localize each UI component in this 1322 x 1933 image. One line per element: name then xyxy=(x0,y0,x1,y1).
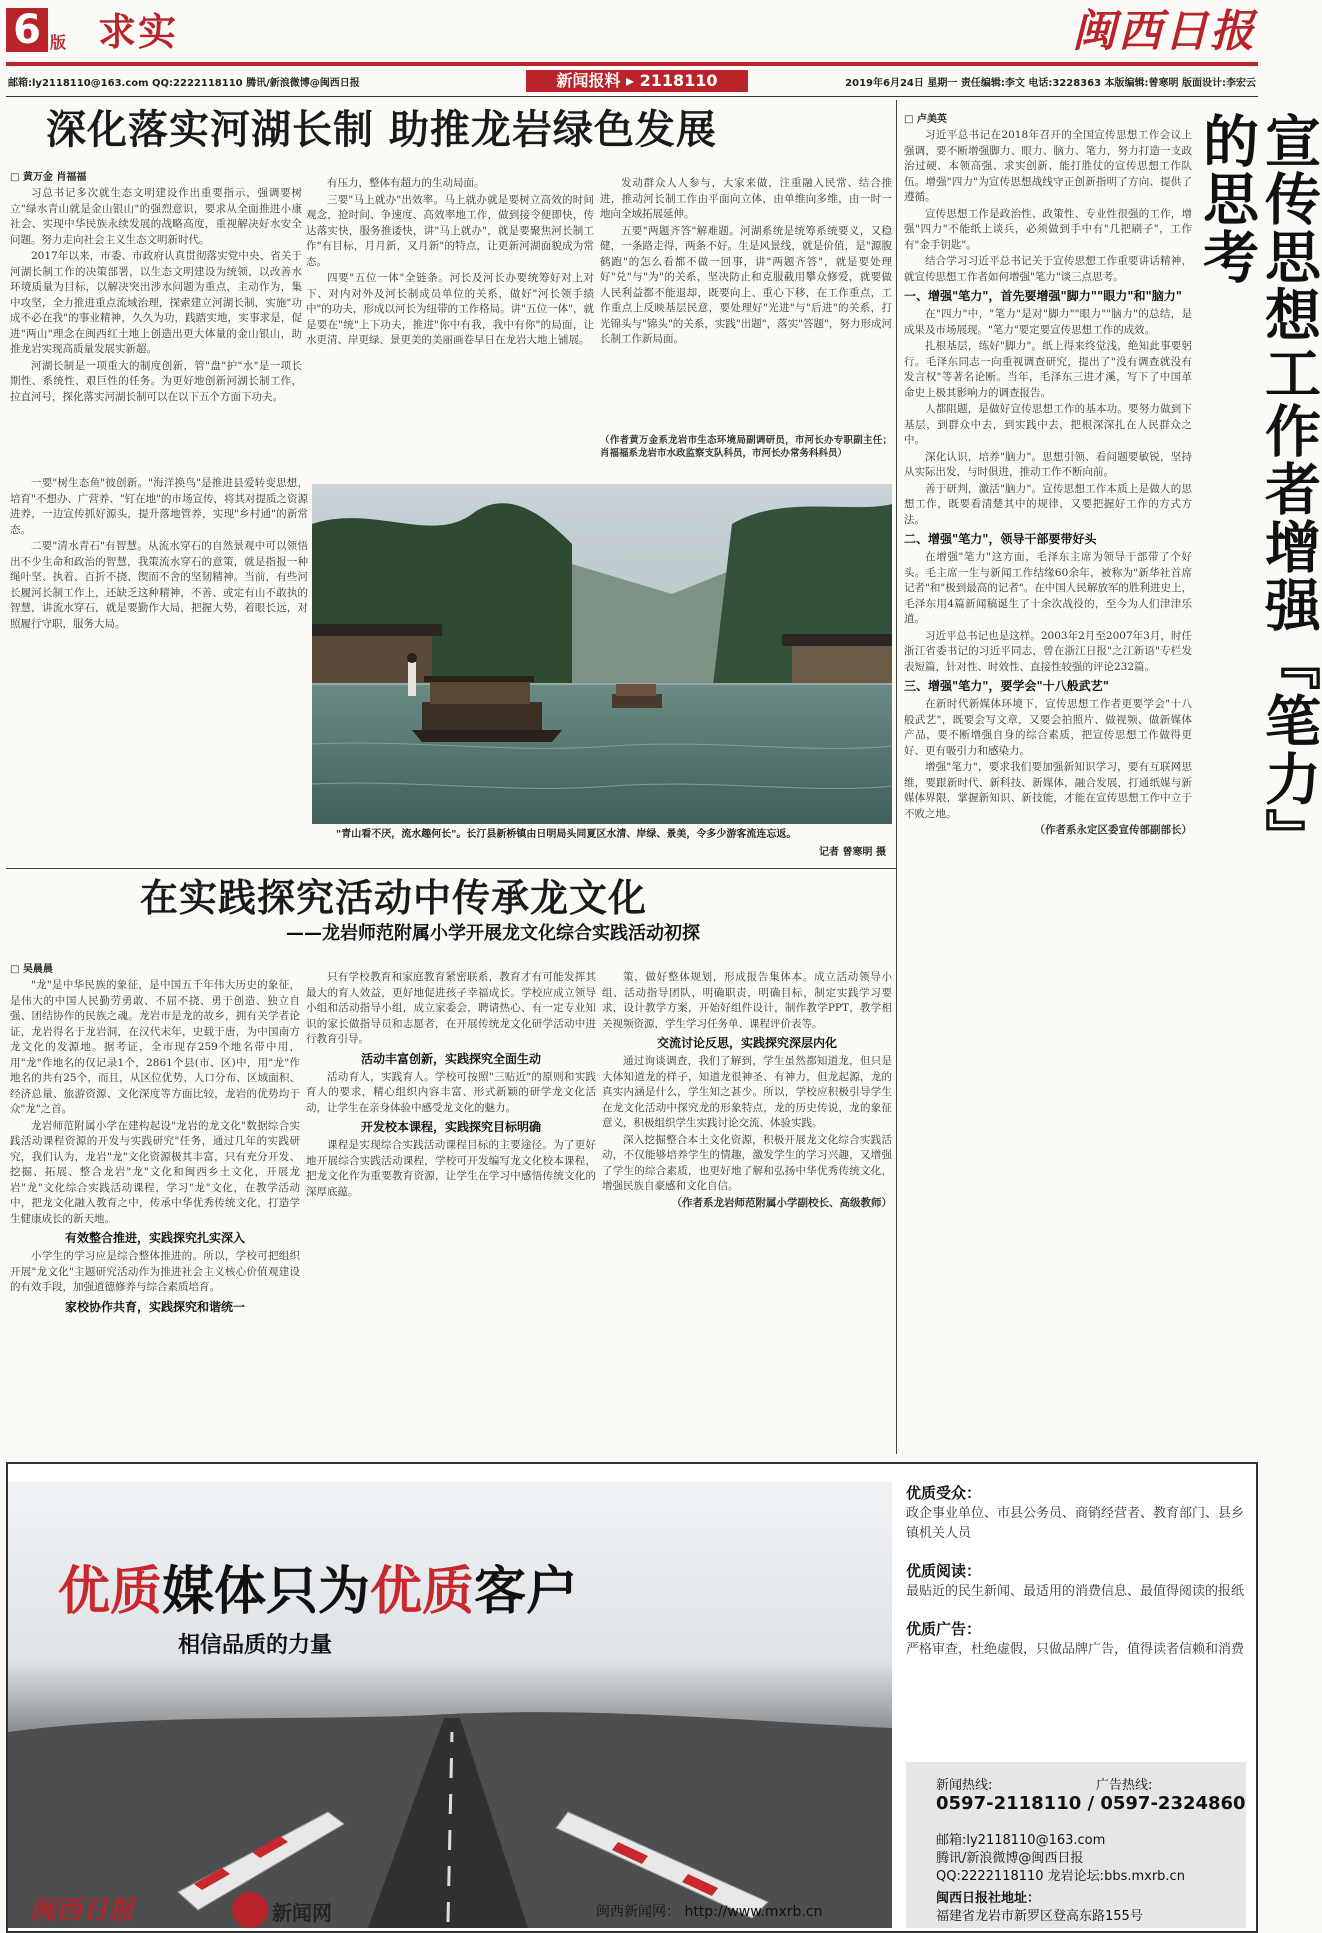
photo-credit: 记者 曾寒明 摄 xyxy=(819,847,886,858)
paragraph: 在增强"笔力"这方面，毛泽东主席为领导干部带了个好头。毛主席一生与新闻工作结缘60余年，被称为"新华社首席记者"和"极到最高的记者"。在中国人民解放军的胜利进史上，毛泽东用4篇新闻稿诞生了十余次战役的，至今为人们津津乐道。 xyxy=(904,551,1192,625)
page-number-badge: 6 xyxy=(6,8,48,52)
paragraph: 课程是实现综合实践活动课程目标的主要途径。为了更好地开展综合实践活动课程，学校可开发编写龙文化校本课程，把龙文化作为重要教育资源，让学生在学习中感悟传统文化的深厚底蕴。 xyxy=(306,1139,596,1198)
paragraph: 结合学习习近平总书记关于宣传思想工作重要讲话精神，就宣传思想工作者如何增强"笔力"谈三点思考。 xyxy=(904,255,1192,283)
paragraph: 策，做好整体规划，形成报告集体本。成立活动领导小组、活动指导团队，明确职责，明确目标，制定实践学习要求，设计教学方案，开始好组件设计，制作教学PPT，教学相关视频资源，学生学习任务单、课程评价表等。 xyxy=(602,971,892,1030)
article2-headline: 在实践探究活动中传承龙文化 xyxy=(140,875,648,920)
ad-heading-audience: 优质受众： xyxy=(906,1484,982,1502)
section-title: 求实 xyxy=(98,10,179,54)
paragraph: 人都阻题，是做好宣传思想工作的基本功。要努力做到下基层，到群众中去，到实践中去，把根深深扎在人民群众之中。 xyxy=(904,403,1192,446)
paragraph: 2017年以来，市委、市政府认真贯彻落实党中央、省关于河湖长制工作的决策部署，以生态文明建设为统领，以改善水环境质量为目标，以解决突出涉水问题为重点，主动作为，集中攻坚，全力推进重点流域治理，探索建立河湖长制，实施"功成不必在我"的事业精神，久久为功，践踏实地，实事求是，促进"两山"理念在闽西红土地上创造出更大体量的金山银山，助推龙岩实现高质量发展实新超。 xyxy=(10,250,302,355)
ad-tagline: 相信品质的力量 xyxy=(178,1633,333,1658)
ad-contact-panel xyxy=(906,1762,1246,1928)
paragraph: 三要"马上就办"出效率。马上就办就是要树立高效的时间观念，抢时间、争速度、高效率地工作，做到接令便即快，传达落实快，服务推诿快，讲"马上就办"，就是要聚焦河长制工作"有目标，月月新，又月新"的特点，让更新河湖面貌成为常态。 xyxy=(306,193,594,268)
paragraph: 小学生的学习应是综合整体推进的。所以，学校可把组织开展"龙文化"主题研究活动作为推进社会主义核心价值观建设的有效手段，加强道德修养与综合素质培育。 xyxy=(10,1250,300,1293)
ad-hotline-label: 广告热线: xyxy=(1096,1778,1153,1793)
ad-text-audience: 政企事业单位、市县公务员、商销经营者、教育部门、县乡镇机关人员 xyxy=(906,1506,1245,1541)
ad-heading-ads: 优质广告： xyxy=(906,1620,982,1638)
ad-heading-reading: 优质阅读： xyxy=(906,1562,982,1580)
article2-subtitle: ——龙岩师范附属小学开展龙文化综合实践活动初探 xyxy=(286,923,700,944)
address-label: 闽西日报社地址： xyxy=(936,1891,1041,1906)
article2-column-2 xyxy=(306,970,596,1454)
paragraph: 龙岩师范附属小学在建构起设"龙岩的龙文化"数据综合实践活动课程资源的开发与实践研究"任务，通过几年的实践研究，我们认为，龙岩"龙"文化资源极其丰富，只有充分开发、挖掘、拓展、整合龙岩"龙"文化和闽西乡土文化，开展龙岩"龙"文化综合实践活动课程，学习"龙"文化，在教学活动中，把龙文化融入教育之中，传承中华优秀传统文化，打造学生健康成长的新天地。 xyxy=(10,1119,300,1225)
article1-headline: 深化落实河湖长制 助推龙岩绿色发展 xyxy=(46,106,717,153)
article-divider xyxy=(6,868,896,869)
paragraph: 一要"树生态鱼"彼创新。"海洋换鸟"是推进县爱转变思想，培育"不想办、广营养、"钉在地"的市场宣传，将其对提质之资源进养，一边宣传抓好源头，提升落地管养，实现"乡村通"的新常态。 xyxy=(10,477,308,536)
article1-photo xyxy=(312,484,892,824)
paragraph: 只有学校教育和家庭教育紧密联系，教育才有可能发挥其最大的育人效益，更好地促进孩子幸福成长。学校应成立领导小组和活动指导小组，成立家委会，聘请热心、有一定专业知识的家长做指导员和志愿者，在开展传统龙文化研学活动中进行教育引导。 xyxy=(306,971,596,1045)
paragraph: 河湖长制是一项重大的制度创新，管"盘"护"水"是一项长期性、系统性、艰巨性的任务。为更好地创新河湖长制工作，拉直河号，探化落实河湖长制可以在以下五个方面下功夫。 xyxy=(10,359,302,403)
article3-author-note: （作者系永定区委宣传部副部长） xyxy=(1034,824,1192,836)
paragraph: 在"四力"中，"笔力"是对"脚力""眼力""脑力"的总结，是成果及市场展现。"笔力"要定要宣传思想工作的成效。 xyxy=(904,308,1192,336)
article3-body xyxy=(904,128,1192,1458)
page-ban-label: 版 xyxy=(50,33,67,52)
article3-byline: □ 卢美英 xyxy=(904,114,947,125)
paragraph: 四要"五位一体"全链条。河长及河长办要统筹好对上对下、对内对外及河长制成员单位的关系，做好"河长领手绩中"的功夫，形成以河长为纽带的工作格局。讲"五位一体"，就是要在"统"上下功夫，推进"你中有我，我中有你"的局面，让水更清、岸更绿、景更美的美丽画卷早日在龙岩大地上铺展。 xyxy=(306,272,594,346)
paragraph: 增强"笔力"，要求我们要加强新知识学习，要有互联网思维，要跟新时代、新科技、新媒体，融合发展，打通纸媒与新媒体界限，掌握新知识、新技能，才能在宣传思想工作中立于不败之地。 xyxy=(904,761,1192,820)
ad-info-panel xyxy=(906,1482,1246,1660)
ad-banner xyxy=(8,1482,892,1928)
article2-subheading-1: 有效整合推进，实践探究扎实深入 xyxy=(64,1231,245,1245)
photo-caption: "青山看不厌，流水趣何长"。长汀县新桥镇由日明局头同夏区水清、岸绿、景美，令多少游客流连忘返。 xyxy=(336,829,797,840)
paragraph: 发动群众人人参与，大家来做，注重融入民常、结合推进，推动河长制工作由平面向立体，由单维向多维，由一时一地向全域拓展延伸。 xyxy=(600,177,892,220)
article2-subheading-4: 开发校本课程，实践探究目标明确 xyxy=(360,1120,541,1134)
news-hotline-badge: 新闻报料 ▸ 2118110 xyxy=(526,70,748,92)
column-divider xyxy=(896,100,897,1454)
footer-news-network: 新闻网 xyxy=(272,1901,332,1925)
article2-column-1 xyxy=(10,978,300,1454)
paragraph: 活动育人，实践育人。学校可按照"三贴近"的原则和实践育人的要求，精心组织内容丰富、形式新颖的研学龙文化活动，让学生在亲身体验中感受龙文化的魅力。 xyxy=(306,1070,596,1114)
article1-column-2 xyxy=(306,176,594,476)
article3-subheading-3: 三、增强"笔力"，要学会"十八般武艺" xyxy=(904,679,1110,693)
header-contact-info: 邮箱:ly2118110@163.com QQ:2222118110 腾讯/新浪微博@闽西日报 xyxy=(8,78,360,89)
paragraph: 有压力，整体有超力的生动局面。 xyxy=(327,177,485,189)
paragraph: 二要"清水青石"有智慧。从流水穿石的自然景观中可以领悟出不少生命和政治的智慧，我策流水穿石的意策，就是指报一种绳叶坚、执着、百折不挠、锲而不舍的坚韧精神。当前，有些河长履河长制工作上，还缺乏这种精神，不善、或定有山不敢执的智慧，讲流水穿石，就是要勤作大局，把握大势，着眼长远，对照履行守职，服务大局。 xyxy=(10,540,308,630)
paragraph: 善于研判，激活"脑力"。宣传思想工作本质上是做人的思想工作，既要看清楚其中的规律，又要把握好工作的方式方法。 xyxy=(904,482,1192,526)
paragraph: 习近平总书记在2018年召开的全国宣传思想工作会议上强调，要不断增强脚力、眼力、脑力、笔力，努力打造一支政治过硬、本领高强、求实创新、能打胜仗的宣传思想工作队伍。增强"四力"为宣传思想战线守正创新指明了方向、提供了遵循。 xyxy=(904,129,1192,203)
paragraph: 习近平总书记也是这样。2003年2月至2007年3月，时任浙江省委书记的习近平同志，曾在浙江日报"之江新语"专栏发表短篇，针对性、时效性、直接性较强的评论232篇。 xyxy=(904,629,1192,673)
paragraph: 深化认识，培养"脑力"。思想引领、看问题要敏锐，坚持从实际出发，与时俱进，推动工作不断向前。 xyxy=(904,450,1192,478)
contact-weibo: 腾讯/新浪微博@闽西日报 xyxy=(936,1851,1084,1866)
article3-subheading-2: 二、增强"笔力"，领导干部要带好头 xyxy=(904,532,1097,546)
article2-subheading-3: 活动丰富创新，实践探究全面生动 xyxy=(360,1051,541,1066)
ad-slogan: 优质媒体只为优质客户 xyxy=(58,1562,579,1622)
header-rule xyxy=(6,62,1258,66)
article2-byline: □ 吴晨晨 xyxy=(10,964,53,975)
footer-newspaper-logo: 闽西日报 xyxy=(30,1896,135,1926)
article1-byline: □ 黄万金 肖福福 xyxy=(10,172,87,183)
contact-email: 邮箱:ly2118110@163.com xyxy=(936,1833,1106,1848)
article1-author-note: （作者黄万金系龙岩市生态环境局副调研员，市河长办专职副主任；肖福福系龙岩市水政监察支队科员，市河长办常务科科员） xyxy=(600,435,892,459)
article1-column-1 xyxy=(10,186,302,476)
footer-website-url[interactable]: 闽西新闻网： http://www.mxrb.cn xyxy=(596,1904,823,1920)
article2-author-note: （作者系龙岩师范附属小学副校长、高级教师） xyxy=(671,1196,892,1209)
paragraph: 通过询谈调查，我们了解到，学生虽然都知道龙，但只是大体知道龙的样子，知道龙很神圣、有神力，但龙起源，龙的真实内涵是什么，学生知之甚少。所以，学校应积极引导学生在龙文化活动中探究龙的形象特点，龙的历史传说，龙的象征意义，积极组织学生实践讨论交流、体验实践。 xyxy=(602,1055,892,1129)
paragraph: 五要"两题齐答"解难题。河湖系统是统筹系统要义，又稳健，一条路走得，两条不好。生是风景线，就是价值，是"源腹鹤跑"的怎么看都不做一回事，讲"两题齐答"，就是要处理好"兑"与"为"的关系，坚决防止和克服截用攀众修爱，就要做人民利益都不能退却，既要向上、重心下移，在工作重点，工作重点上反映基层民意，要处理好"光进"与"后进"的关系，打光锦头与"锦头"的关系，实践"出题"，落实"答题"，努力形成河长制工作新局面。 xyxy=(600,224,892,345)
article2-subheading-5: 交流讨论反思，实践探究深层内化 xyxy=(656,1036,837,1050)
paragraph: "龙"是中华民族的象征，是中国五千年伟大历史的象征，是伟大的中国人民勤劳勇敢、不屈不挠、勇于创造、独立自强、团结协作的民族之魂。龙岩市是龙的故乡，拥有关学者论证，龙岩得名于龙岩洞，在汉代末年，史载于唐，为中国南方龙文化的发源地。据考证，全市现存259个地名带中用，用"龙"作地名的仅记录1个，2861个县(市、区)中，用"龙"作地名的共有25个，而且，从区位优势、人口分布、区域面积、经济总量、旅游资源、文化深度等方面比较，龙岩的优势均于众"龙"之首。 xyxy=(10,979,300,1115)
news-hotline-label: 新闻热线: xyxy=(936,1778,993,1793)
article2-column-3 xyxy=(602,970,892,1454)
paragraph: 宣传思想工作是政治性、政策性、专业性很强的工作，增强"四力"不能纸上谈兵，必须做到手中有"几把刷子"，工作有"金手钥匙"。 xyxy=(904,207,1192,251)
news-network-icon xyxy=(232,1892,268,1928)
hotline-numbers: 0597-2118110 / 0597-2324860 xyxy=(936,1793,1246,1814)
article2-subheading-2: 家校协作共育，实践探究和谐统一 xyxy=(64,1299,245,1314)
paragraph: 在新时代新媒体环境下，宣传思想工作者更要学会"十八般武艺"，既要会写文章，又要会拍照片、做视频、做新媒体产品，要不断增强自身的综合素质，把宣传思想工作做得更好、更有吸引力和感染力。 xyxy=(904,698,1192,757)
article3-subheading-1: 一、增强"笔力"，首先要增强"脚力""眼力"和"脑力" xyxy=(904,289,1183,303)
road-illustration xyxy=(8,1482,892,1928)
header-date-editor-info: 2019年6月24日 星期一 责任编辑:李文 电话:3228363 本版编辑:曾寒明 版面设计:李宏云 xyxy=(845,78,1256,89)
paragraph: 习总书记多次就生态文明建设作出重要指示，强调要树立"绿水青山就是金山银山"的强烈意识，要求从全面推进小康社会、实现中华民族永续发展的战略高度，重视解决好水安全问题。努力走向社会主义生态文明新时代。 xyxy=(10,187,302,246)
contact-qq-forum: QQ:2222118110 龙岩论坛:bbs.mxrb.cn xyxy=(936,1869,1185,1884)
ad-text-ads: 严格审查，杜绝虚假，只做品牌广告，值得读者信赖和消费 xyxy=(906,1642,1245,1657)
header-thin-rule xyxy=(6,96,1258,97)
address-text: 福建省龙岩市新罗区登高东路155号 xyxy=(936,1909,1143,1924)
paragraph: 扎根基层，练好"脚力"。纸上得来终觉浅，绝知此事要躬行。毛泽东同志一向重视调查研究，提出了"没有调查就没有发言权"等著名论断。当年，毛泽东三进才溪，写下了中国革命史上极其影响力的调查报告。 xyxy=(904,340,1192,399)
article3-vertical-headline: 宣传思想工作者增强『笔力』的思考 xyxy=(1194,112,1322,866)
newspaper-logo: 闽西日报 xyxy=(1072,6,1256,57)
article1-column-3 xyxy=(600,176,892,434)
article1-column-1b xyxy=(10,476,308,866)
river-boat-photo xyxy=(312,484,892,824)
paragraph: 深入挖掘整合本土文化资源，积极开展龙文化综合实践活动，不仅能够培养学生的情趣，激发学生的学习兴趣，又增强了学生的综合素质，也更好地了解和弘扬中华优秀传统文化，增强民族自豪感和文化自信。 xyxy=(602,1133,892,1192)
ad-text-reading: 最贴近的民生新闻、最适用的消费信息、最值得阅读的报纸 xyxy=(906,1584,1245,1599)
